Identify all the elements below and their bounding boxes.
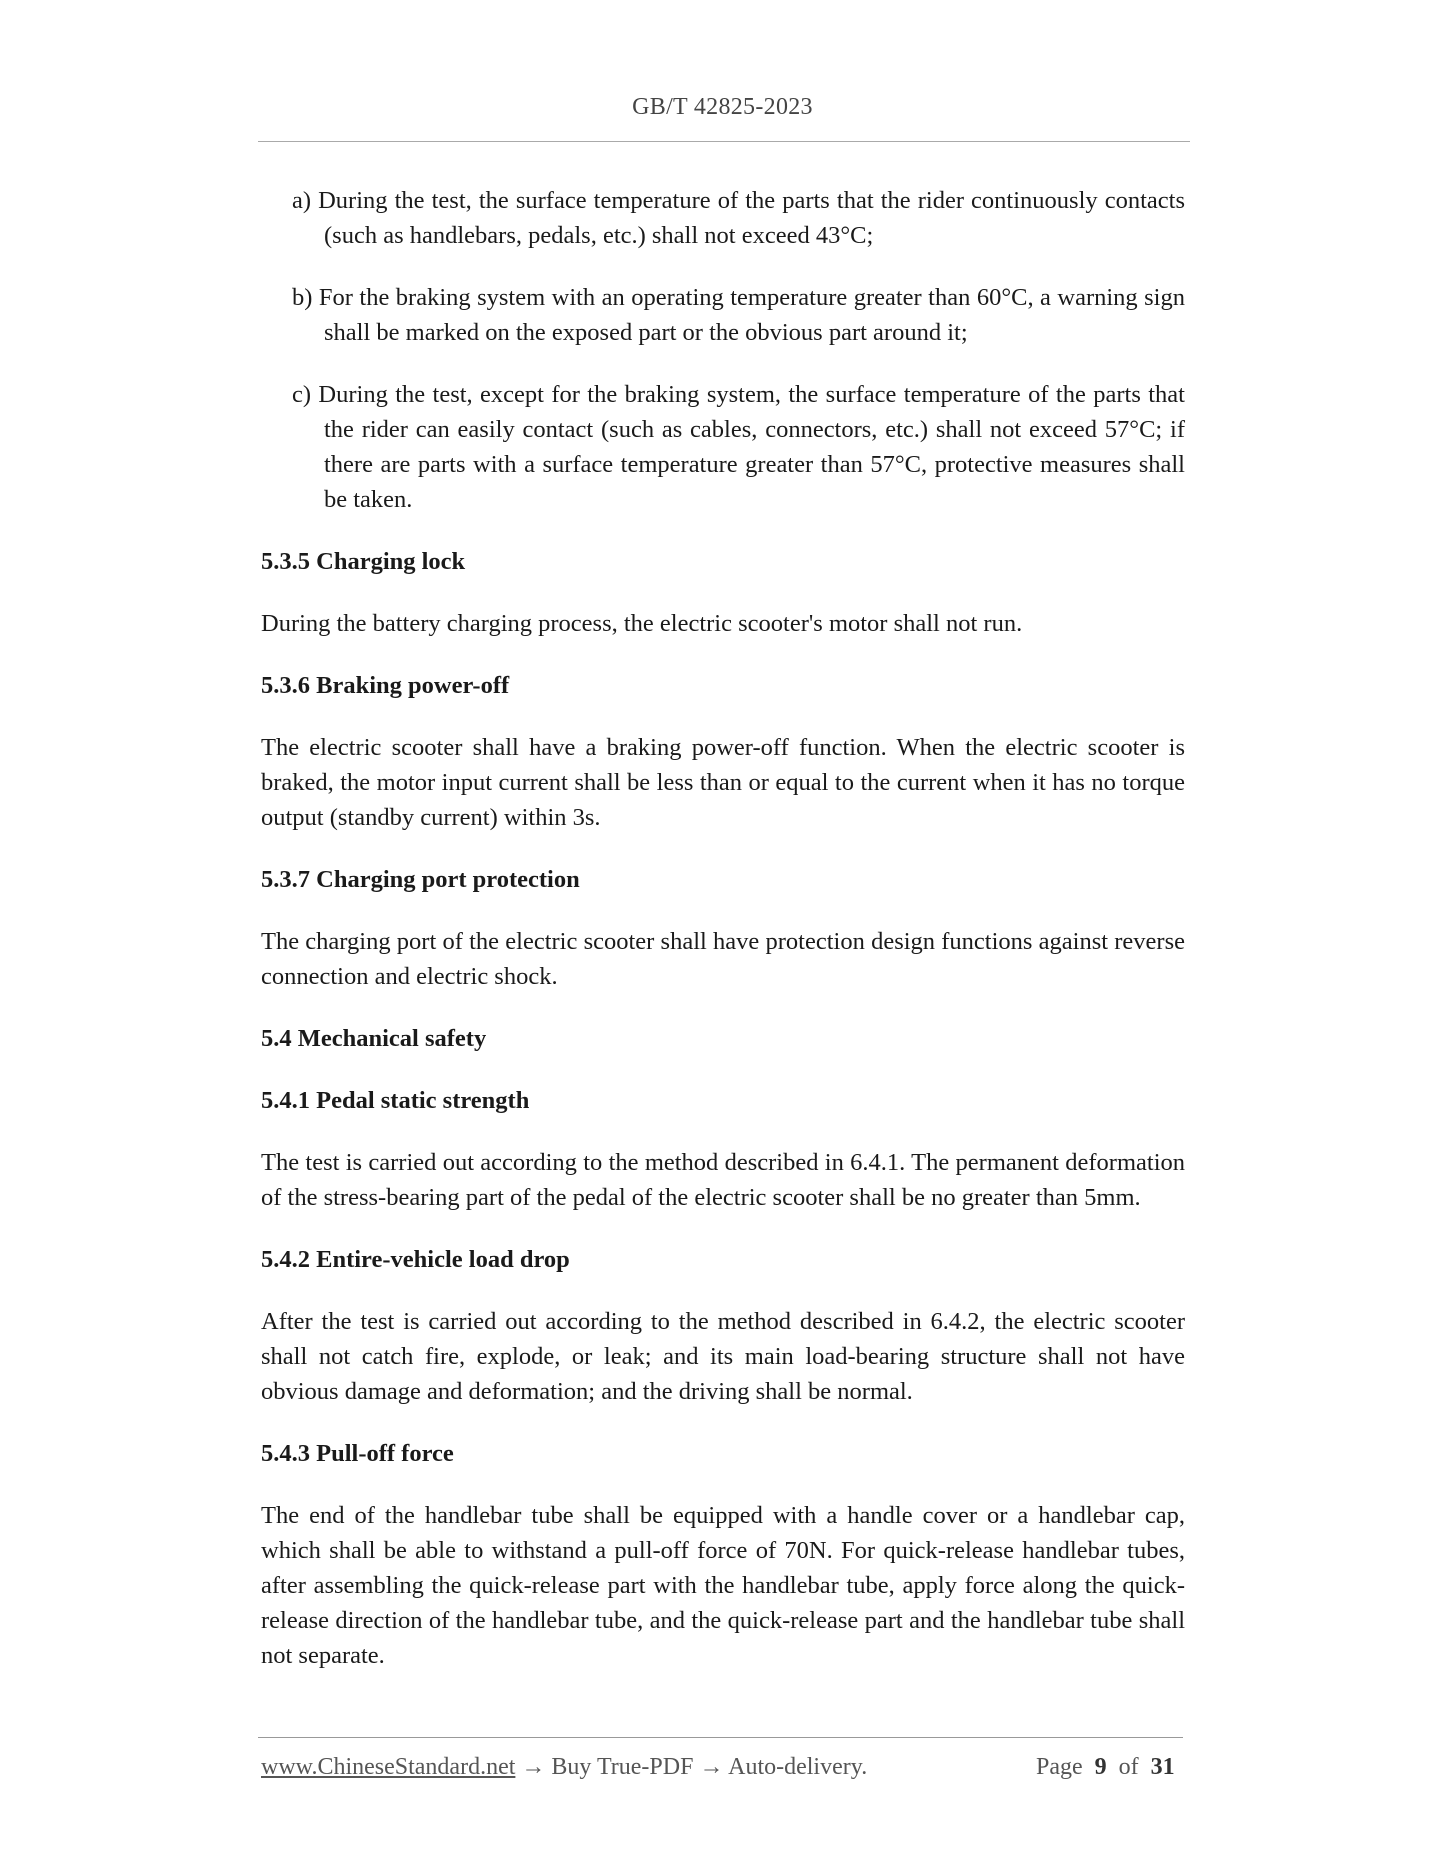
footer-promo: [261, 1754, 867, 1781]
list-item-b: b) For the braking system with an operating temperature greater than 60°C, a warning sign shall be marked on the exposed part or the obvious part around it;: [292, 284, 1185, 346]
section-heading-5-3-5: 5.3.5 Charging lock: [261, 548, 466, 575]
page-of-label: of: [1118, 1754, 1139, 1780]
footer-divider: [258, 1737, 1183, 1738]
page-indicator: [1036, 1754, 1175, 1781]
list-item-c: c) During the test, except for the braking system, the surface temperature of the parts that the rider can easily contact (such as cables, connectors, etc.) shall not exceed 57°C; if there are parts with a surface temperature greater than 57°C, protective measures shall be taken.: [292, 381, 1185, 513]
document-number: GB/T 42825-2023: [632, 94, 813, 120]
footer-promo-text: → Buy True-PDF → Auto-delivery.: [515, 1754, 868, 1780]
section-heading-5-4-1: 5.4.1 Pedal static strength: [261, 1087, 530, 1114]
section-text-5-4-1: The test is carried out according to the method described in 6.4.1. The permanent deformation of the stress-bearing part of the pedal of the electric scooter shall be no greater than 5mm.: [261, 1149, 1185, 1211]
section-heading-5-3-7: 5.3.7 Charging port protection: [261, 866, 580, 893]
page-current: 9: [1094, 1754, 1107, 1780]
section-text-5-3-7: The charging port of the electric scooter shall have protection design functions against reverse connection and electric shock.: [261, 928, 1185, 990]
section-heading-5-4-2: 5.4.2 Entire-vehicle load drop: [261, 1246, 570, 1273]
header-divider: [258, 141, 1190, 142]
site-link[interactable]: www.ChineseStandard.net: [261, 1754, 516, 1780]
section-heading-5-3-6: 5.3.6 Braking power-off: [261, 672, 510, 699]
section-text-5-3-5: During the battery charging process, the electric scooter's motor shall not run.: [261, 610, 1023, 637]
document-body: [261, 183, 1185, 1700]
list-item-a: a) During the test, the surface temperature of the parts that the rider continuously contacts (such as handlebars, pedals, etc.) shall not exceed 43°C;: [292, 187, 1185, 249]
section-heading-5-4-3: 5.4.3 Pull-off force: [261, 1440, 454, 1467]
section-text-5-4-3: The end of the handlebar tube shall be equipped with a handle cover or a handlebar cap, which shall be able to withstand a pull-off force of 70N. For quick-release handlebar tubes, after assembling the quick-release part with the handlebar tube, apply force along the quick-release direction of the handlebar tube, and the quick-release part and the handlebar tube shall not separate.: [261, 1502, 1185, 1669]
page-total: 31: [1150, 1754, 1175, 1780]
page-label: Page: [1036, 1754, 1083, 1780]
section-heading-5-4: 5.4 Mechanical safety: [261, 1025, 487, 1052]
section-text-5-4-2: After the test is carried out according to the method described in 6.4.2, the electric scooter shall not catch fire, explode, or leak; and its main load-bearing structure shall not have obvious damage and deformation; and the driving shall be normal.: [261, 1308, 1185, 1405]
section-text-5-3-6: The electric scooter shall have a braking power-off function. When the electric scooter is braked, the motor input current shall be less than or equal to the current when it has no torque output (standby current) within 3s.: [261, 734, 1185, 831]
